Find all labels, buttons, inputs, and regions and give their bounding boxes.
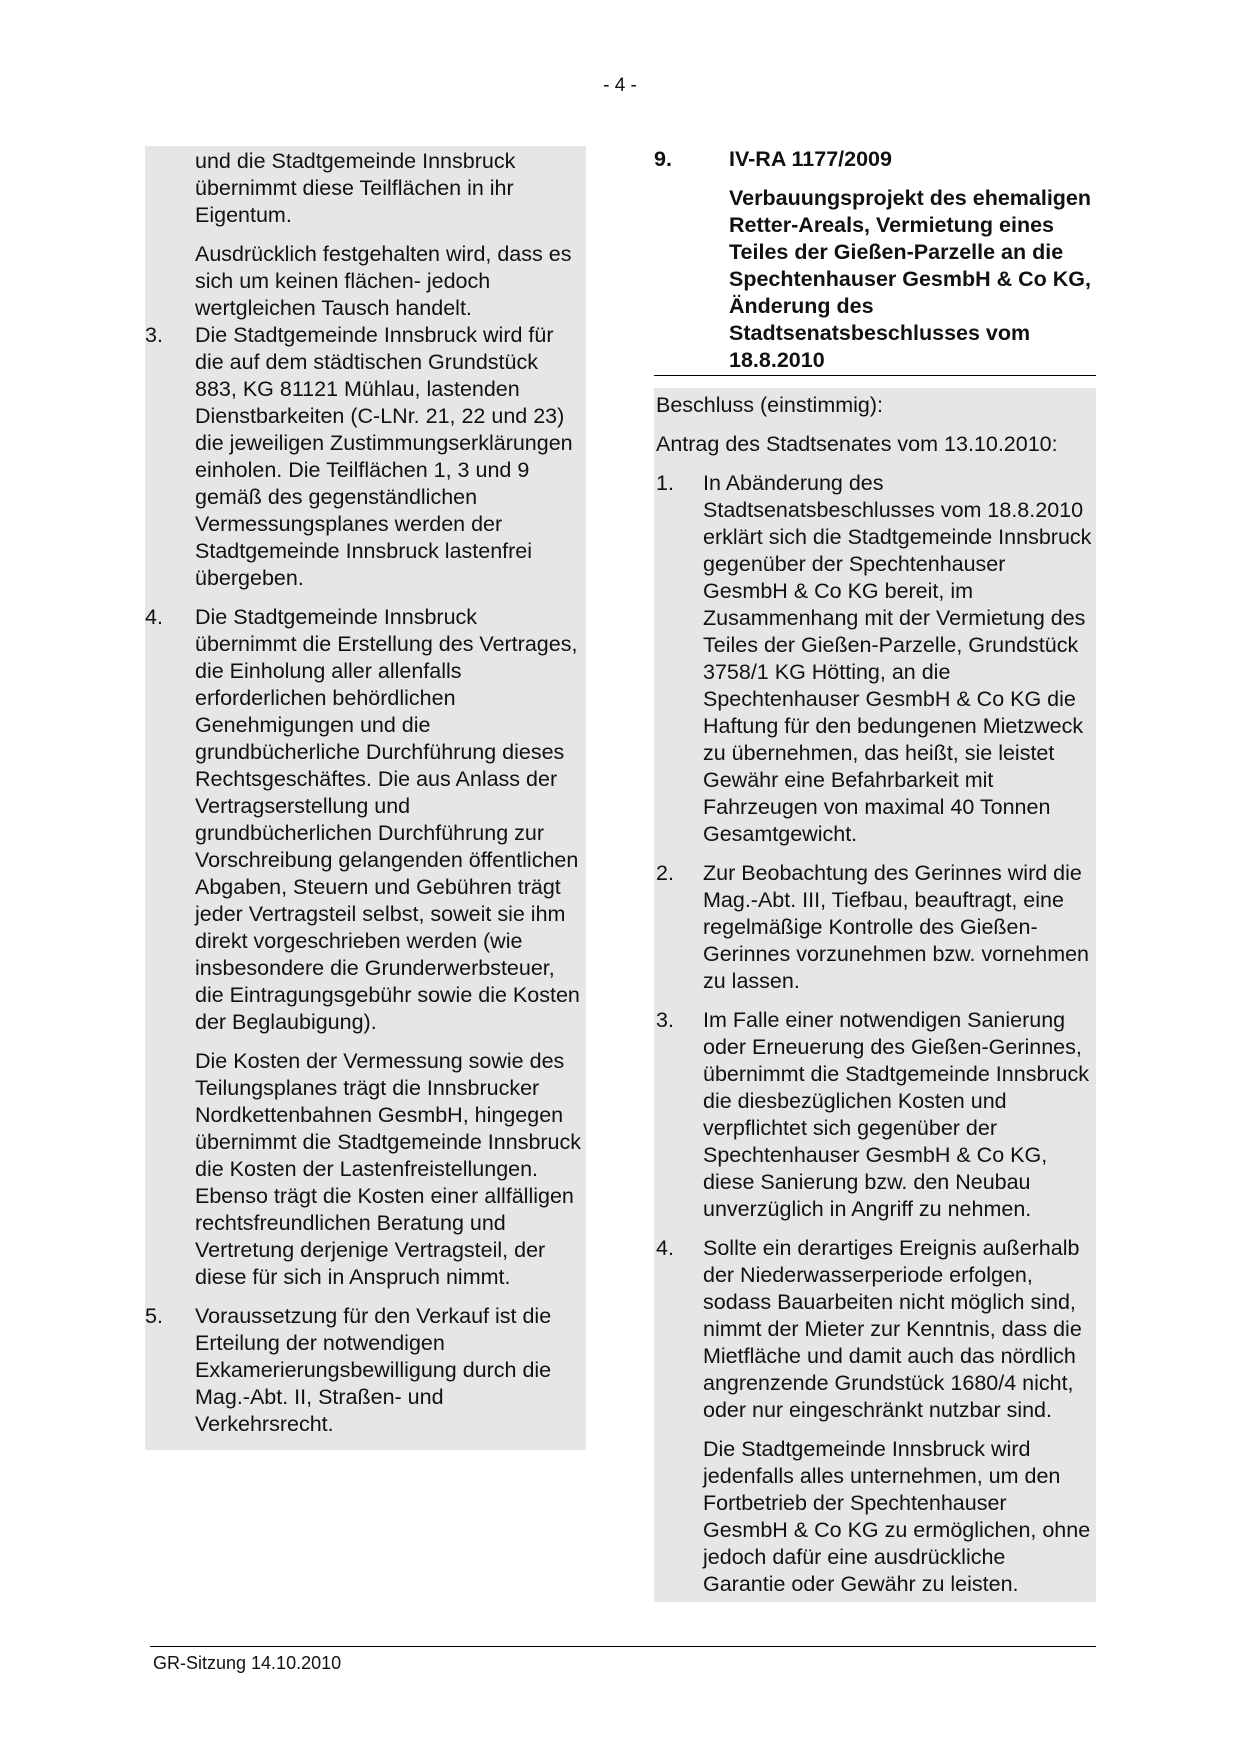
- item-number: 5.: [145, 1304, 163, 1328]
- item-paragraph: Die Kosten der Vermessung sowie des Teilungsplanes trägt die Innsbrucker Nordkettenbahnen GesmbH, hingegen übernimmt die Stadtgemeinde Innsbruck die Kosten der Lastenfreistellungen. Ebenso trägt die Kosten einer allfälligen rechtsfreundlichen Beratung und Vertretung derjenige Vertragsteil, der diese für sich in Anspruch nimmt.: [195, 1049, 582, 1289]
- item-number: 2.: [656, 861, 674, 885]
- item-paragraph: Zur Beobachtung des Gerinnes wird die Mag.-Abt. III, Tiefbau, beauftragt, eine regelmäßige Kontrolle des Gießen-Gerinnes vorzunehmen bzw. vornehmen zu lassen.: [703, 861, 1090, 993]
- continuation-block: [145, 148, 582, 322]
- item-number: 4.: [656, 1236, 674, 1260]
- item-paragraph: Sollte ein derartiges Ereignis außerhalb der Niederwasserperiode erfolgen, sodass Bauarbeiten nicht möglich sind, nimmt der Mieter zur Kenntnis, dass die Mietfläche und damit auch das nördlich angrenzende Grundstück 1680/4 nicht, oder nur eingeschränkt nutzbar sind.: [703, 1236, 1082, 1422]
- decision-box: [654, 388, 1096, 1602]
- item-paragraph: Im Falle einer notwendigen Sanierung oder Erneuerung des Gießen-Gerinnes, übernimmt die Stadtgemeinde Innsbruck die diesbezüglichen Kosten und verpflichtet sich gegenüber der Spechtenhauser GesmbH & Co KG, diese Sanierung bzw. den Neubau unverzüglich in Angriff zu nehmen.: [703, 1008, 1090, 1221]
- continuation-paragraph: Ausdrücklich festgehalten wird, dass es sich um keinen flächen- jedoch wertgleichen Tausch handelt.: [195, 242, 572, 320]
- item-paragraph: Voraussetzung für den Verkauf ist die Erteilung der notwendigen Exkamerierungsbewilligung durch die Mag.-Abt. II, Straßen- und Verkehrsrecht.: [195, 1304, 552, 1436]
- list-item: [656, 860, 1092, 995]
- page-number: - 4 -: [603, 75, 637, 96]
- item-paragraph: Die Stadtgemeinde Innsbruck übernimmt die Erstellung des Vertrages, die Einholung aller allenfalls erforderlichen behördlichen Genehmigungen und die grundbücherliche Durchführung dieses Rechtsgeschäftes. Die aus Anlass der Vertragserstellung und grundbücherlichen Durchführung zur Vorschreibung gelangenden öffentlichen Abgaben, Steuern und Gebühren trägt jeder Vertragsteil selbst, soweit sie ihm direkt vorgeschrieben werden (wie insbesondere die Grunderwerbsteuer, die Eintragungsgebühr sowie die Kosten der Beglaubigung).: [195, 605, 580, 1034]
- item-paragraph: Die Stadtgemeinde Innsbruck wird jedenfalls alles unternehmen, um den Fortbetrieb der Spechtenhauser GesmbH & Co KG zu ermöglichen, ohne jedoch dafür eine ausdrückliche Garantie oder Gewähr zu leisten.: [703, 1437, 1091, 1596]
- footer-divider: [150, 1646, 1096, 1647]
- footer-text: GR-Sitzung 14.10.2010: [153, 1653, 342, 1673]
- left-column: [145, 146, 586, 1450]
- section-subject: Verbauungsprojekt des ehemaligen Retter-Areals, Vermietung eines Teiles der Gießen-Parzelle an die Spechtenhauser GesmbH & Co KG, Änderung des Stadtsenatsbeschlusses vom 18.8.2010: [729, 186, 1092, 372]
- right-column: [654, 146, 1096, 1602]
- section-number: 9.: [654, 147, 672, 171]
- list-item: [656, 1007, 1092, 1223]
- section-reference: IV-RA 1177/2009: [729, 147, 892, 171]
- item-paragraph: Die Stadtgemeinde Innsbruck wird für die auf dem städtischen Grundstück 883, KG 81121 Mühlau, lastenden Dienstbarkeiten (C-LNr. 21, 22 und 23) die jeweiligen Zustimmungserklärungen einholen. Die Teilflächen 1, 3 und 9 gemäß des gegenständlichen Vermessungsplanes werden der Stadtgemeinde Innsbruck lastenfrei übergeben.: [195, 323, 573, 590]
- list-item: [656, 470, 1092, 848]
- section-header: [654, 146, 1096, 376]
- list-item: [145, 1303, 582, 1438]
- motion-label: Antrag des Stadtsenates vom 13.10.2010:: [656, 432, 1058, 456]
- list-item: [145, 604, 582, 1291]
- item-number: 1.: [656, 471, 674, 495]
- item-number: 4.: [145, 605, 163, 629]
- decision-label: Beschluss (einstimmig):: [656, 393, 883, 417]
- item-number: 3.: [656, 1008, 674, 1032]
- list-item: [145, 322, 582, 592]
- continuation-paragraph: und die Stadtgemeinde Innsbruck übernimmt diese Teilflächen in ihr Eigentum.: [195, 149, 516, 227]
- item-number: 3.: [145, 323, 163, 347]
- item-paragraph: In Abänderung des Stadtsenatsbeschlusses vom 18.8.2010 erklärt sich die Stadtgemeinde Innsbruck gegenüber der Spechtenhauser GesmbH & Co KG bereit, im Zusammenhang mit der Vermietung des Teiles der Gießen-Parzelle, Grundstück 3758/1 KG Hötting, an die Spechtenhauser GesmbH & Co KG die Haftung für den bedungenen Mietzweck zu übernehmen, das heißt, sie leistet Gewähr eine Befahrbarkeit mit Fahrzeugen von maximal 40 Tonnen Gesamtgewicht.: [703, 471, 1092, 846]
- list-item: [656, 1235, 1092, 1598]
